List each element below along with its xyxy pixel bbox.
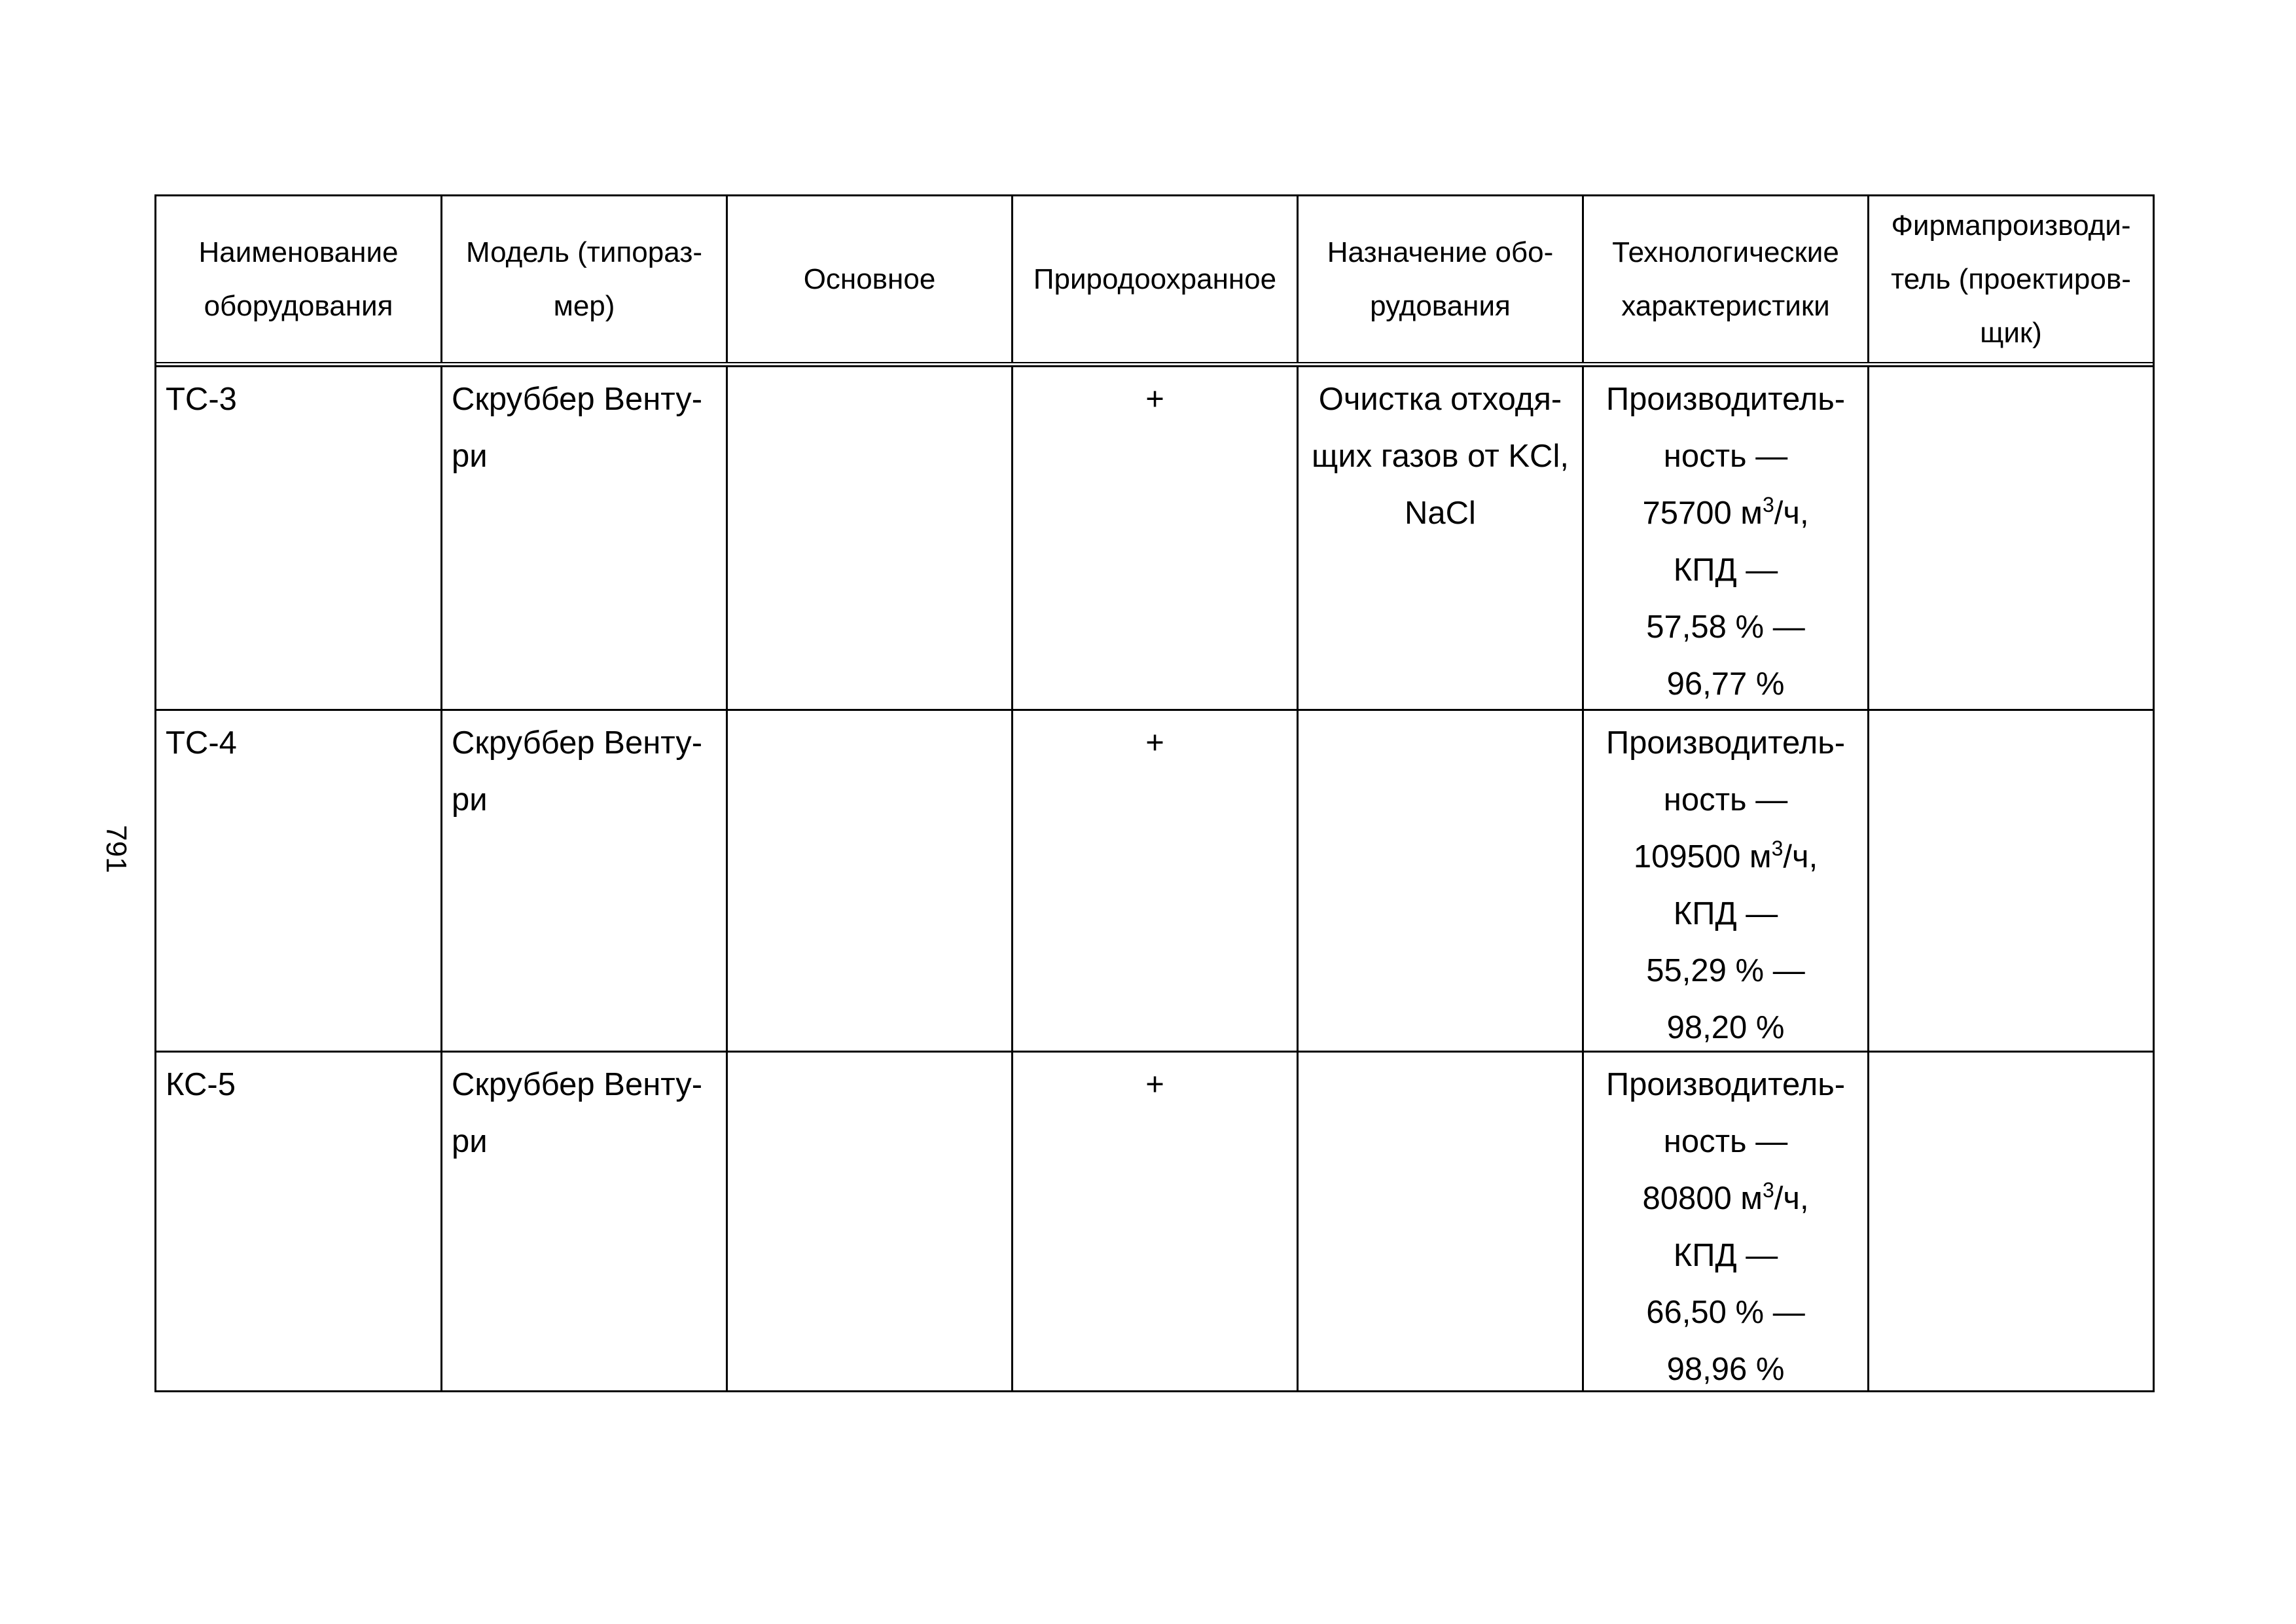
table-row-tech-characteristics: Производитель- ность — 75700 $м^3/ч$, КПД — 57,58 % — 96,77 % (1605, 382, 1846, 702)
table-row-tech-characteristics: Производитель- ность — 109500 $м^3/ч$, КПД — 55,29 % — 98,20 % (1605, 725, 1846, 1045)
table-row-manufacturer (1869, 367, 2153, 709)
table-row-main (728, 711, 1011, 1051)
table-row-model: Скруббер Венту- ри (452, 1067, 703, 1159)
header-purpose: Назначение обо- рудования (1327, 236, 1554, 322)
header-environmental: Природоохранное (1033, 262, 1277, 295)
table-row-main (728, 1053, 1011, 1390)
table-row-environmental-mark: + (1145, 1067, 1164, 1102)
table-row-model: Скруббер Венту- ри (452, 382, 703, 474)
table-row-name: ТС-4 (166, 725, 237, 761)
table-row-name: КС-5 (166, 1067, 236, 1102)
header-manufacturer: Фирмапроизводи- тель (проектиров- щик) (1891, 209, 2131, 349)
table-row-environmental-mark: + (1145, 725, 1164, 761)
table-row-main (728, 367, 1011, 709)
table-row-name: ТС-3 (166, 382, 237, 417)
table-row-tech-characteristics: Производитель- ность — 80800 $м^3/ч$, КПД — 66,50 % — 98,96 % (1605, 1067, 1846, 1387)
header-main: Основное (803, 262, 936, 295)
table-row-manufacturer (1869, 711, 2153, 1051)
table-row-model: Скруббер Венту- ри (452, 725, 703, 818)
page-number: 791 (100, 825, 132, 873)
header-model: Модель (типораз- мер) (465, 236, 703, 322)
header-equipment-name: Наименование оборудования (198, 236, 399, 322)
table-row-manufacturer (1869, 1053, 2153, 1390)
equipment-table (154, 194, 2155, 1392)
purpose-cell: Очистка отходя- щих газов от KCl, NaCl (1312, 382, 1569, 531)
table-row-environmental-mark: + (1145, 382, 1164, 417)
header-separator (156, 362, 2153, 367)
header-tech-characteristics: Технологические характеристики (1612, 236, 1839, 322)
